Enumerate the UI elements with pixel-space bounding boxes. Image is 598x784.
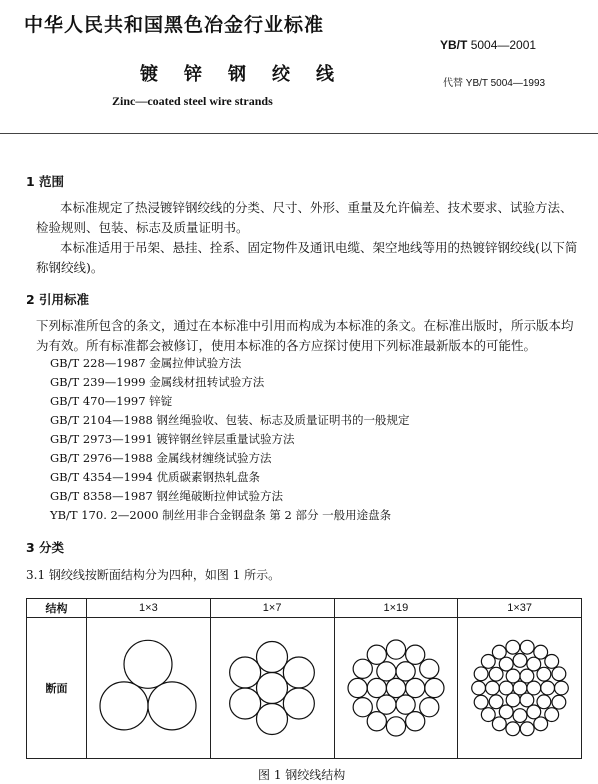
wire-circle	[348, 678, 367, 697]
standard-code-number: 5004—2001	[470, 38, 537, 52]
wire-circle	[386, 640, 405, 659]
reference-item: GB/T 470—1997 锌锭	[50, 394, 173, 408]
wire-circle	[520, 722, 534, 736]
reference-item: GB/T 2973—1991 镀锌钢丝锌层重量试验方法	[50, 432, 295, 446]
wire-circle	[230, 657, 261, 688]
wire-circle	[405, 645, 424, 664]
standard-code	[440, 38, 536, 52]
clause-3-1: 3.1 钢绞线按断面结构分为四种，如图 1 所示。	[26, 568, 281, 582]
section-1x7-diagram	[213, 626, 331, 750]
reference-item: GB/T 228—1987 金属拉伸试验方法	[50, 356, 242, 370]
wire-circle	[533, 645, 547, 659]
header-divider	[0, 133, 598, 134]
row-label-section: 断面	[27, 618, 87, 759]
wire-circle	[520, 640, 534, 654]
wire-circle	[367, 645, 386, 664]
wire-circle	[513, 709, 527, 723]
wire-circle	[533, 717, 547, 731]
section-1x37-diagram	[461, 626, 579, 750]
column-header: 1×19	[334, 599, 458, 618]
wire-circle	[489, 695, 503, 709]
wire-circle	[353, 659, 372, 678]
wire-circle	[367, 712, 386, 731]
reference-item: GB/T 239—1999 金属线材扭转试验方法	[50, 375, 265, 389]
wire-circle	[425, 678, 444, 697]
wire-circle	[471, 681, 485, 695]
column-header: 1×7	[210, 599, 334, 618]
wire-circle	[552, 695, 566, 709]
wire-circle	[396, 695, 415, 714]
wire-circle	[386, 717, 405, 736]
wire-circle	[377, 695, 396, 714]
wire-circle	[257, 642, 288, 673]
standard-code-prefix: YB/T	[440, 38, 468, 52]
wire-circle	[552, 667, 566, 681]
wire-circle	[544, 708, 558, 722]
document-title-en: Zinc—coated steel wire strands	[112, 94, 273, 108]
wire-circle	[554, 681, 568, 695]
wire-circle	[506, 640, 520, 654]
wire-circle	[257, 673, 288, 704]
wire-circle	[492, 717, 506, 731]
section-1x3-cell	[87, 618, 211, 759]
figure-caption: 图 1 钢绞线结构	[258, 768, 346, 782]
document-title: 镀锌钢绞线	[140, 64, 360, 85]
reference-item: GB/T 2976—1988 金属线材缠绕试验方法	[50, 451, 272, 465]
wire-circle	[386, 678, 405, 697]
standard-organization: 中华人民共和国黑色冶金行业标准	[24, 14, 325, 36]
reference-item: GB/T 8358—1987 钢丝绳破断拉伸试验方法	[50, 489, 284, 503]
wire-circle	[353, 698, 372, 717]
wire-circle	[148, 682, 196, 730]
section-1-paragraph-1: 本标准规定了热浸镀锌钢绞线的分类、尺寸、外形、重量及允许偏差、技术要求、试验方法、检验规则、包装、标志及质量证明书。	[36, 200, 573, 235]
section-1x7-cell	[210, 618, 334, 759]
wire-circle	[481, 708, 495, 722]
wire-circle	[474, 667, 488, 681]
wire-circle	[283, 657, 314, 688]
section-3-heading: 3 分类	[26, 540, 65, 555]
reference-item: GB/T 2104—1988 钢丝绳验收、包装、标志及质量证明书的一般规定	[50, 413, 410, 427]
wire-circle	[485, 681, 499, 695]
column-header: 1×37	[458, 599, 582, 618]
wire-circle	[230, 688, 261, 719]
wire-circle	[367, 678, 386, 697]
wire-circle	[492, 645, 506, 659]
wire-circle	[474, 695, 488, 709]
section-1-heading: 1 范围	[26, 174, 65, 189]
wire-circle	[405, 678, 424, 697]
wire-circle	[537, 667, 551, 681]
section-2-paragraph: 下列标准所包含的条文，通过在本标准中引用而构成为本标准的条文。在标准出版时，所示版本均为有效。所有标准都会被修订，使用本标准的各方应探讨使用下列标准最新版本的可能性。	[36, 318, 574, 353]
wire-circle	[396, 662, 415, 681]
section-1x19-cell	[334, 618, 458, 759]
section-1x37-cell	[458, 618, 582, 759]
wire-circle	[513, 654, 527, 668]
replaces-note: 代替 YB/T 5004—1993	[443, 78, 546, 89]
wire-circle	[377, 662, 396, 681]
wire-circle	[124, 640, 172, 688]
wire-circle	[100, 682, 148, 730]
reference-item: YB/T 170. 2—2000 制丝用非合金钢盘条 第 2 部分 一般用途盘条	[50, 508, 392, 522]
wire-circle	[405, 712, 424, 731]
section-1-paragraph-2: 本标准适用于吊架、悬挂、拴系、固定物件及通讯电缆、架空地线等用的热镀锌钢绞线(以下简称钢绞线)。	[36, 240, 578, 275]
section-1x3-diagram	[89, 626, 207, 750]
wire-circle	[481, 654, 495, 668]
wire-circle	[420, 659, 439, 678]
section-2-heading: 2 引用标准	[26, 292, 90, 307]
wire-circle	[544, 654, 558, 668]
reference-item: GB/T 4354—1994 优质碳素钢热轧盘条	[50, 470, 261, 484]
strand-structure-table	[26, 598, 582, 759]
row-label-structure: 结构	[27, 599, 87, 618]
wire-circle	[540, 681, 554, 695]
wire-circle	[506, 722, 520, 736]
wire-circle	[257, 704, 288, 735]
wire-circle	[283, 688, 314, 719]
section-1x19-diagram	[337, 626, 455, 750]
wire-circle	[420, 698, 439, 717]
column-header: 1×3	[87, 599, 211, 618]
